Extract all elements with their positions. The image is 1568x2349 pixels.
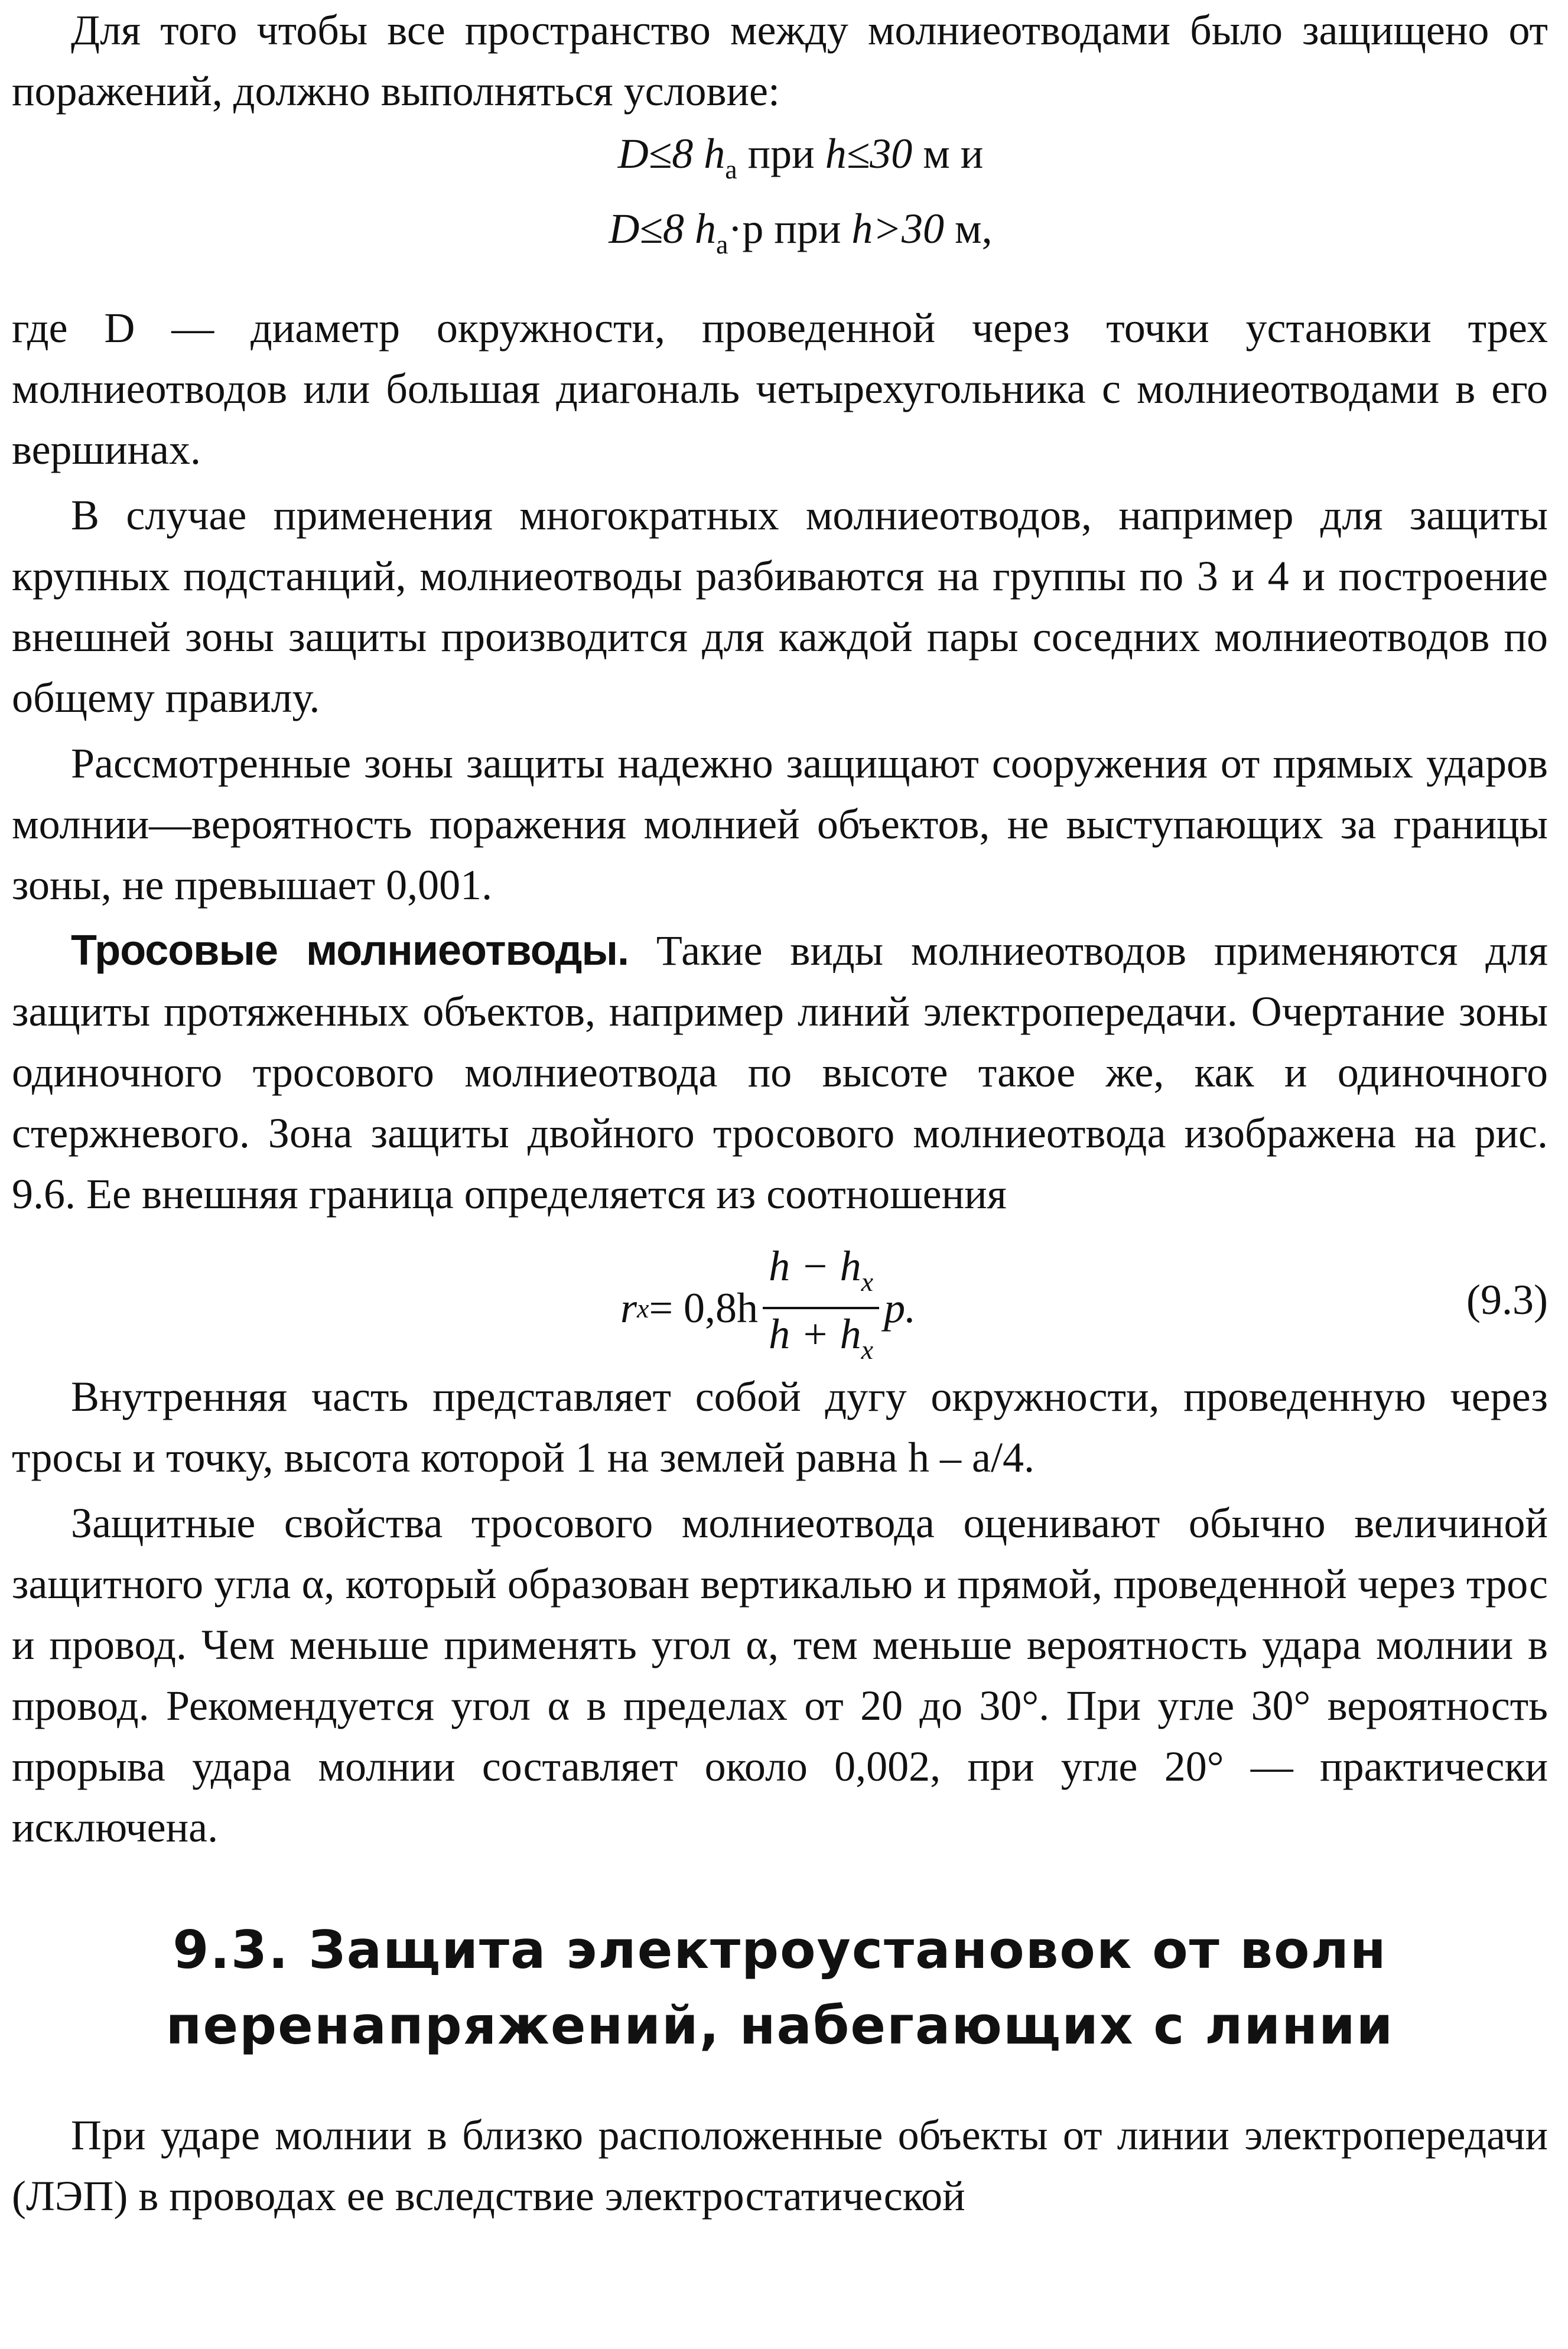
paragraph-inner-part: Внутренняя часть представляет собой дугу окружности, проведенную через тросы и точку, высота которой 1 на землей равна h – a/4. [12, 1373, 1548, 1481]
paragraph-lightning-strike: При ударе молнии в близко расположенные объекты от линии электропередачи (ЛЭП) в проводах ее вследствие электростатической [12, 2112, 1548, 2220]
cable-rods-text: Такие виды молниеотводов применяются для защиты протяженных объектов, например линий электропередачи. Очертание зоны одиночного тросового молниеотвода по высоте такое же, как и одиночного стержневого. Зона защиты двойного тросового молниеотвода изображена на рис. 9.6. Ее внешняя граница определяется из соотношения [12, 927, 1548, 1218]
formula-fraction: $\frac{h - h_x}{h + h_x}$ [763, 1241, 879, 1375]
condition-formula-2: D≤8 $h_а\cdot p$ при h>30 м, [609, 205, 993, 259]
section-heading-9-3: 9.3. Защита электроустановок от волн перенапряжений, набегающих с линии [165, 1919, 1394, 2056]
paragraph-protection-zones: Рассмотренные зоны защиты надежно защищают сооружения от прямых ударов молнии—вероятность поражения молнией объектов, не выступающих за границы зоны, не превышает 0,001. [12, 740, 1548, 909]
paragraph-condition-intro: Для того чтобы все пространство между молниеотводами было защищено от поражений, должно выполняться условие: [12, 6, 1548, 115]
paragraph-protection-angle: Защитные свойства тросового молниеотвода оценивают обычно величиной защитного угла α, который образован вертикалью и прямой, проведенной через трос и провод. Чем меньше применять угол α, тем меньше вероятность удара молнии в провод. Рекомендуется угол α в пределах от 20 до 30°. При угле 30° вероятность прорыва удара молнии составляет около 0,002, при угле 20° — практически исключена. [12, 1499, 1548, 1851]
equation-number: (9.3) [1466, 1276, 1548, 1323]
paragraph-multiple-rods: В случае применения многократных молниеотводов, например для защиты крупных подстанций, молниеотводы разбиваются на группы по 3 и 4 и построение внешней зоны защиты производится для каждой пары соседних молниеотводов по общему правилу. [12, 492, 1548, 721]
formula-9-3 [12, 1225, 1548, 1367]
page-content [12, 0, 1548, 2227]
paragraph-cable-rods [12, 920, 1548, 1225]
cable-rods-heading: Тросовые молниеотводы. [71, 927, 629, 974]
condition-formula-1: D≤8 $h_а$ при h≤30 м и [617, 130, 984, 184]
paragraph-diameter-definition: где D — диаметр окружности, проведенной через точки установки трех молниеотводов или большая диагональ четырехугольника с молниеотводами в его вершинах. [12, 304, 1548, 473]
formula-9-3-body: r x = 0,8h $\frac{h - h_x}{h + h_x}$ p. [620, 1241, 916, 1375]
